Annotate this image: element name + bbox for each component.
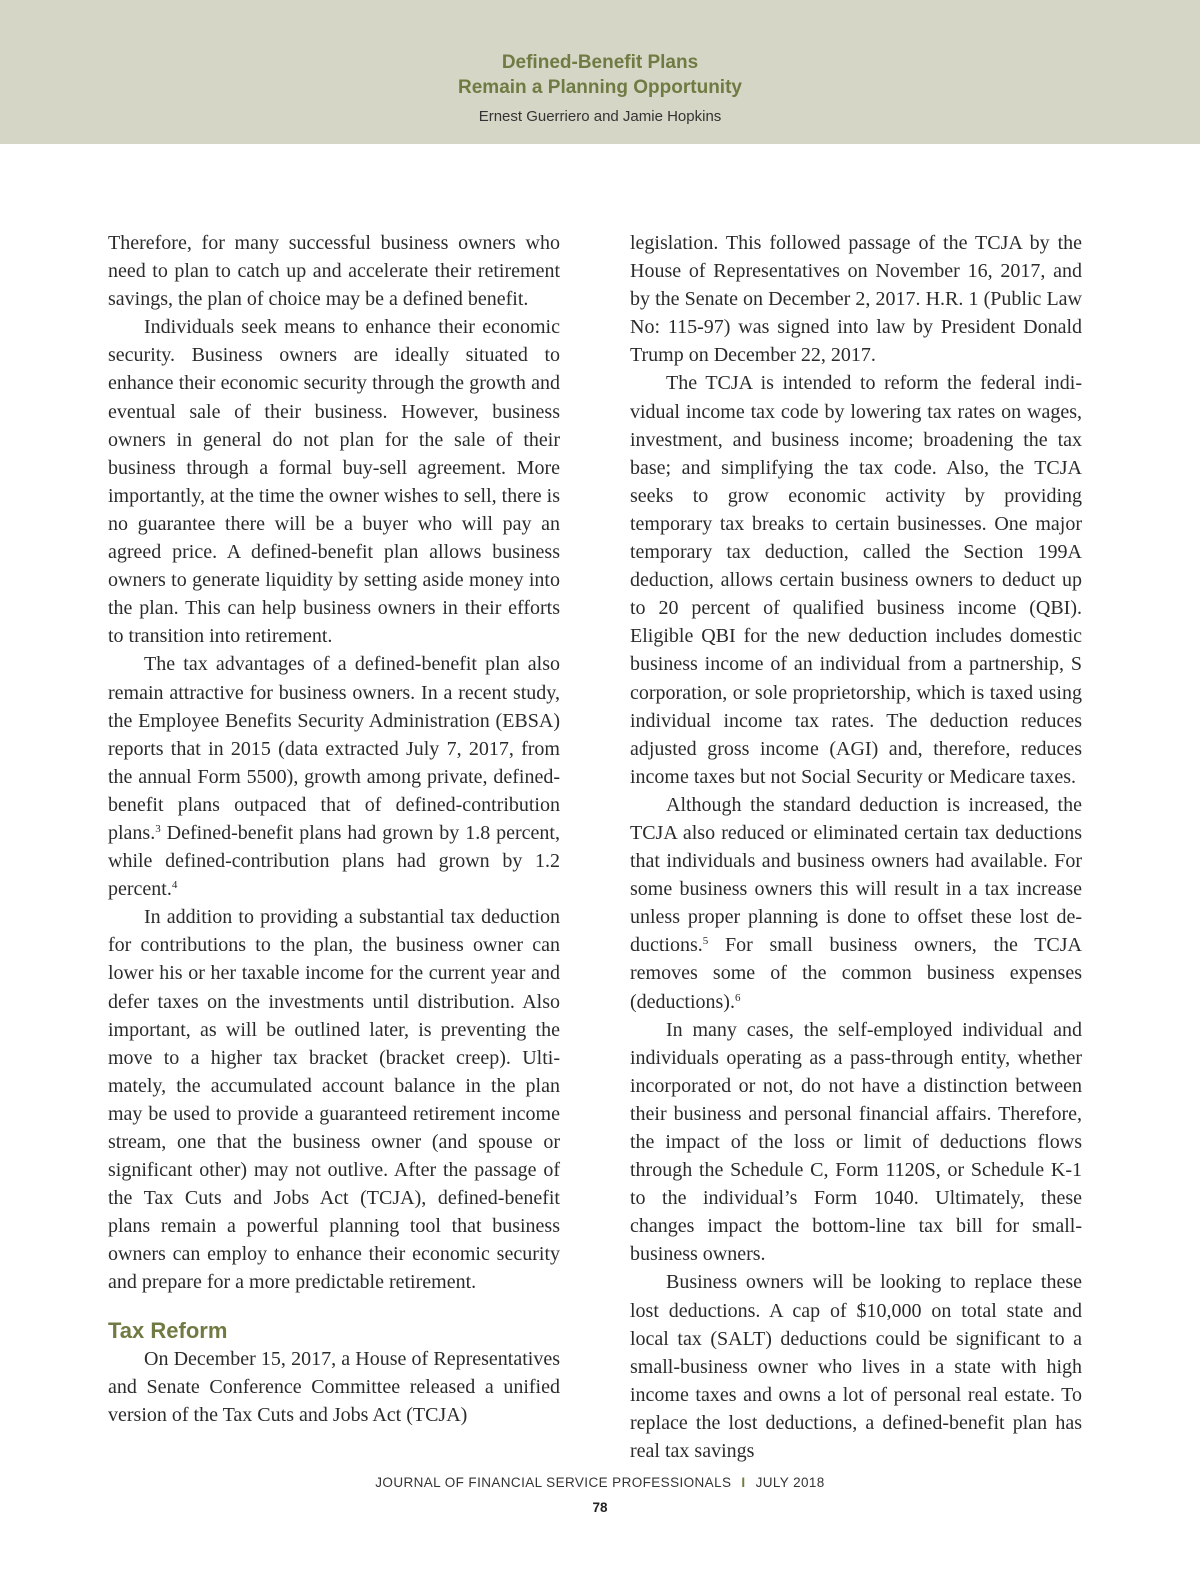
paragraph: Business owners will be looking to replace these lost deductions. A cap of $10,000 on total state and local tax (SALT) deductions could be significant to a small-business owner who lives in a state with high income taxes and owns a lot of personal real estate. To replace the lost deductions, a defined-benefit plan has real tax savings	[630, 1271, 1082, 1463]
paragraph: Individuals seek means to enhance their economic security. Business owners are ideally situated to enhance their economic security through the growth and eventual sale of their business. However, business owners in general do not plan for the sale of their business through a formal buy-sell agreement. More importantly, at the time the owner wishes to sell, there is no guarantee there will be a buyer who will pay an agreed price. A defined-benefit plan allows business owners to generate liquidity by setting aside money into the plan. This can help business owners in their efforts to transition into retirement.	[108, 316, 560, 648]
footer-separator: I	[741, 1475, 746, 1490]
article-title	[0, 50, 1200, 100]
footnote-ref-4[interactable]: 4	[171, 879, 178, 892]
paragraph: In addition to providing a substantial tax deduction for contributions to the plan, the business owner can lower his or her taxable income for the current year and defer taxes on the investments until distribution. Also important, as will be outlined later, is preventing the move to a higher tax bracket (bracket creep). Ultimately, the accumulated account balance in the plan may be used to provide a guaranteed retirement income stream, one that the business owner (and spouse or significant other) may not outlive. After the passage of the Tax Cuts and Jobs Act (TCJA), defined-benefit plans remain a powerful planning tool that business owners can employ to enhance their economic security and prepare for a more predictable retirement.	[108, 906, 560, 1294]
footnote-ref-3[interactable]: 3	[155, 822, 161, 835]
article-title-line-2: Remain a Planning Opportunity	[458, 77, 742, 98]
footer-journal-line	[0, 1475, 1200, 1490]
journal-name: JOURNAL OF FINANCIAL SERVICE PROFESSIONALS	[375, 1475, 732, 1490]
paragraph	[108, 650, 560, 903]
section-heading: Tax Reform	[108, 1317, 228, 1343]
paragraph: The TCJA is intended to reform the federal individual income tax code by lowering tax rates on wages, investment, and business income; broadening the tax base; and simplifying the tax code. Also, the TCJA seeks to grow economic activity by providing temporary tax breaks to certain businesses. One major temporary tax deduction, called the Section 199A deduction, allows certain business owners to deduct up to 20 percent of qualified business income (QBI). Eligible QBI for the new deduction includes domestic business income of an individual from a partnership, S corporation, or sole proprietorship, which is taxed using individual income tax rates. The deduction reduces adjusted gross income (AGI) and, therefore, reduces income taxes but not Social Security or Medicare taxes.	[630, 372, 1082, 788]
paragraph-text: Although the standard deduction is increased, the TCJA also reduced or eliminated certain tax deductions that individuals and business owners had available. For some business owners this will result in a tax increase unless proper planning is done to offset these lost deductions.	[630, 793, 1082, 957]
paragraph-text: For small business owners, the TCJA removes some of the common business expenses (deductions).	[630, 934, 1082, 1013]
article-title-line-1: Defined-Benefit Plans	[501, 52, 699, 73]
paragraph: Therefore, for many successful business owners who need to plan to catch up and accelerate their retirement savings, the plan of choice may be a defined benefit.	[108, 232, 560, 311]
issue-date: JULY 2018	[755, 1475, 825, 1490]
left-column	[108, 229, 560, 1429]
footnote-ref-5[interactable]: 5	[702, 935, 709, 948]
paragraph-text: Defined-benefit plans had grown by 1.8 percent, while defined-contribution plans had grown by 1.2 percent.	[108, 821, 560, 901]
paragraph: On December 15, 2017, a House of Representatives and Senate Conference Committee released a unified version of the Tax Cuts and Jobs Act (TCJA)	[108, 1347, 560, 1426]
page-number: 78	[592, 1500, 608, 1515]
article-authors: Ernest Guerriero and Jamie Hopkins	[478, 108, 722, 125]
paragraph: legislation. This followed passage of the TCJA by the House of Representatives on November 16, 2017, and by the Senate on December 2, 2017. H.R. 1 (Public Law No: 115-97) was signed into law by President Donald Trump on December 22, 2017.	[630, 232, 1082, 367]
paragraph	[630, 791, 1082, 1016]
footnote-ref-6[interactable]: 6	[734, 991, 741, 1004]
paragraph-text: The tax advantages of a defined-benefit plan also remain attractive for business owners. In a recent study, the Employee Benefits Security Administration (EBSA) reports that in 2015 (data extracted July 7, 2017, from the annual Form 5500), growth among private, defined-benefit plans outpaced that of defined-contribution plans.	[108, 653, 560, 844]
right-column	[630, 229, 1082, 1465]
paragraph: In many cases, the self-employed individual and individuals operating as a pass-through entity, whether incorporated or not, do not have a distinction between their business and personal financial affairs. Therefore, the impact of the loss or limit of deductions flows through the Schedule C, Form 1120S, or Schedule K-1 to the individual’s Form 1040. Ultimately, these changes impact the bottom-line tax bill for small-business owners.	[630, 1018, 1082, 1266]
